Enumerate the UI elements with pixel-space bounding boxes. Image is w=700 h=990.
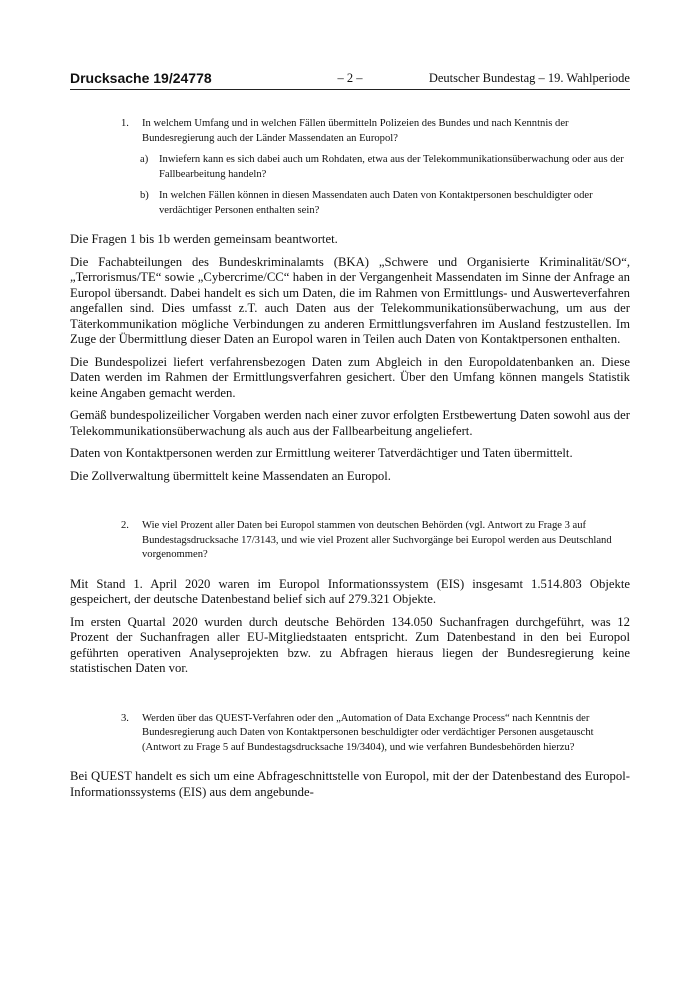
question-1a bbox=[140, 153, 630, 182]
question-1-main bbox=[121, 117, 630, 146]
answer-3-paragraph: Bei QUEST handelt es sich um eine Abfrageschnittstelle von Europol, mit der der Datenbestand des Europol-Informationssystems (EIS) aus dem angebunde- bbox=[70, 769, 630, 799]
answer-2-paragraph: Im ersten Quartal 2020 wurden durch deutsche Behörden 134.050 Suchanfragen durchgeführt, was 12 Prozent der Suchanfragen aller EU-Mitgliedstaaten entspricht. Zum Datenbestand in den bei Europol geführten operativen Analyseprojekten bzw. zu Abfragen hieraus liegen der Bundesregierung keine statistischen Daten vor. bbox=[70, 614, 630, 675]
question-1b-label: b) bbox=[140, 190, 149, 201]
header-rule bbox=[70, 89, 630, 90]
question-1b bbox=[140, 189, 630, 218]
question-1b-text: In welchen Fällen können in diesen Massendaten auch Daten von Kontaktpersonen beschuldigter oder verdächtiger Personen enthalten sein? bbox=[159, 190, 593, 216]
document-number-value: 24778 bbox=[172, 70, 212, 86]
question-1-number: 1. bbox=[121, 118, 129, 129]
answer-3 bbox=[70, 769, 630, 800]
question-3 bbox=[121, 712, 630, 756]
institution-label: Deutscher Bundestag – 19. Wahlperiode bbox=[428, 71, 630, 85]
answer-1-paragraph: Daten von Kontaktpersonen werden zur Ermittlung weiterer Tatverdächtiger und Taten übermittelt. bbox=[70, 446, 573, 460]
page-header bbox=[70, 70, 630, 90]
question-1-text: In welchem Umfang und in welchen Fällen übermitteln Polizeien des Bundes und nach Kenntnis der Bundesregierung auch der Länder Massendaten an Europol? bbox=[142, 118, 569, 144]
page-number: – 2 – bbox=[337, 71, 363, 85]
document-body bbox=[70, 117, 630, 807]
question-3-main bbox=[121, 712, 630, 756]
answer-1-paragraph: Die Fragen 1 bis 1b werden gemeinsam beantwortet. bbox=[70, 232, 338, 246]
question-2-text: Wie viel Prozent aller Daten bei Europol stammen von deutschen Behörden (vgl. Antwort zu Frage 3 auf Bundestagsdrucksache 17/3143, und wie viel Prozent aller Suchvorgänge bei Europol werden aus Deutschland vorgenommen? bbox=[142, 520, 612, 560]
answer-1-paragraph: Die Zollverwaltung übermittelt keine Massendaten an Europol. bbox=[70, 468, 391, 483]
answer-2-paragraph: Mit Stand 1. April 2020 waren im Europol Informationssystem (EIS) insgesamt 1.514.803 Objekte gespeichert, der deutsche Datenbestand belief sich auf 279.321 Objekte. bbox=[70, 576, 630, 606]
answer-1-paragraph: Die Fachabteilungen des Bundeskriminalamts (BKA) „Schwere und Organisierte Kriminalität/SO“, „Terrorismus/TE“ sowie „Cybercrime/CC“ haben in der Vergangenheit Massendaten im Sinne der Anfrage an Europol übersandt. Dabei handelt es sich um Daten, die im Rahmen von Ermittlungs- und Auswerteverfahren angefallen sind. Dies umfasst z.T. auch Daten aus der Telekommunikationsüberwachung, um aus der Täterkommunikation mögliche Verbindungen zu anderen Ermittlungsverfahren im Ausland festzustellen. Im Zuge der Übermittlung dieser Daten an Europol waren in Teilen auch Daten von Kontaktpersonen enthalten. bbox=[70, 254, 630, 346]
spacer bbox=[70, 684, 630, 712]
answer-2 bbox=[70, 577, 630, 677]
spacer bbox=[70, 491, 630, 519]
question-2 bbox=[121, 519, 630, 563]
answer-1-paragraph: Die Bundespolizei liefert verfahrensbezogen Daten zum Abgleich in den Europoldatenbanken an. Diese Daten werden im Rahmen der Ermittlungsverfahren gesichert. Über den Umfang können mangels Statistik keine Angaben gemacht werden. bbox=[70, 354, 630, 400]
document-number-prefix: Drucksache 19/ bbox=[70, 70, 173, 86]
question-1a-text: Inwiefern kann es sich dabei auch um Rohdaten, etwa aus der Telekommunikationsüberwachung oder aus der Fallbearbeitung handeln? bbox=[159, 154, 624, 180]
question-1a-label: a) bbox=[140, 154, 149, 165]
question-3-number: 3. bbox=[121, 712, 129, 724]
question-1 bbox=[121, 117, 630, 218]
question-2-number: 2. bbox=[121, 520, 129, 531]
question-3-text: Werden über das QUEST-Verfahren oder den „Automation of Data Exchange Process“ nach Kenntnis der Bundesregierung auch Daten von Kontaktpersonen beschuldigter oder verdächtiger Personen ausgetauscht (Antwort zu Frage 5 auf Bundestagsdrucksache 19/3404), und wie verfahren Bundesbehörden hierzu? bbox=[142, 712, 594, 753]
answer-1-paragraph: Gemäß bundespolizeilicher Vorgaben werden nach einer zuvor erfolgten Erstbewertung Daten sowohl aus der Telekommunikationsüberwachung als auch aus der Fallbearbeitung angeliefert. bbox=[70, 408, 630, 438]
question-2-main bbox=[121, 519, 630, 563]
answer-1 bbox=[70, 232, 630, 484]
